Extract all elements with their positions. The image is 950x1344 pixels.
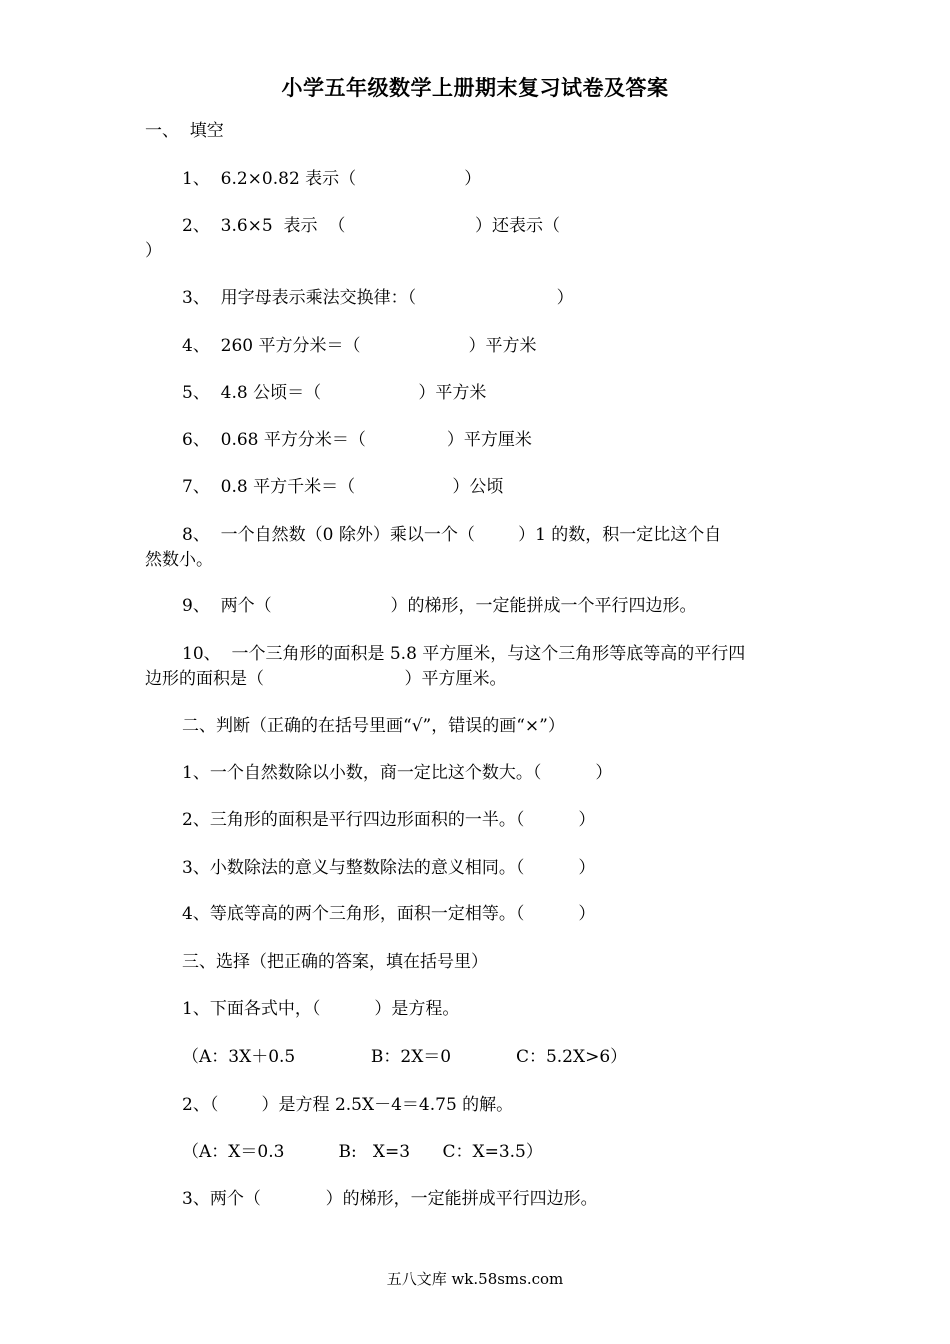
question-3-2-options: （A：X＝0.3 B: X=3 C：X=3.5）: [182, 1142, 543, 1162]
question-1-2: 2、 3.6×5 表示 （ ）还表示（: [182, 216, 561, 236]
section-heading-fill-blank: 一、 填空: [145, 121, 224, 141]
question-1-1: 1、 6.2×0.82 表示（ ）: [182, 169, 482, 189]
question-1-8-cont: 然数小。: [145, 550, 213, 570]
question-3-1: 1、下面各式中，（ ）是方程。: [182, 999, 460, 1019]
question-3-3: 3、两个（ ）的梯形，一定能拼成平行四边形。: [182, 1189, 598, 1209]
question-2-3: 3、小数除法的意义与整数除法的意义相同。（ ）: [182, 858, 596, 878]
question-3-1-options: （A：3X＋0.5 B：2X＝0 C：5.2X>6）: [182, 1047, 628, 1067]
question-3-2: 2、（ ）是方程 2.5X－4＝4.75 的解。: [182, 1095, 514, 1115]
question-1-2-cont: ）: [145, 241, 162, 261]
question-1-5: 5、 4.8 公顷＝（ ）平方米: [182, 383, 487, 403]
question-1-8: 8、 一个自然数（0 除外）乘以一个（ ）1 的数，积一定比这个自: [182, 525, 722, 545]
question-1-6: 6、 0.68 平方分米＝（ ）平方厘米: [182, 430, 532, 450]
question-1-10-cont: 边形的面积是（ ）平方厘米。: [145, 669, 507, 689]
question-1-10: 10、 一个三角形的面积是 5.8 平方厘米，与这个三角形等底等高的平行四: [182, 644, 746, 664]
question-2-2: 2、三角形的面积是平行四边形面积的一半。（ ）: [182, 810, 596, 830]
page-title: 小学五年级数学上册期末复习试卷及答案: [281, 75, 669, 100]
page-footer: 五八文库 wk.58sms.com: [386, 1270, 564, 1288]
question-2-4: 4、等底等高的两个三角形，面积一定相等。（ ）: [182, 904, 596, 924]
section-heading-choice: 三、选择（把正确的答案，填在括号里）: [182, 952, 488, 972]
question-2-1: 1、一个自然数除以小数，商一定比这个数大。（ ）: [182, 763, 613, 783]
question-1-3: 3、 用字母表示乘法交换律：（ ）: [182, 288, 574, 308]
question-1-7: 7、 0.8 平方千米＝（ ）公顷: [182, 477, 504, 497]
question-1-9: 9、 两个（ ）的梯形，一定能拼成一个平行四边形。: [182, 596, 697, 616]
question-1-4: 4、 260 平方分米＝（ ）平方米: [182, 336, 537, 356]
section-heading-true-false: 二、判断（正确的在括号里画“√”，错误的画“×”）: [182, 716, 565, 736]
